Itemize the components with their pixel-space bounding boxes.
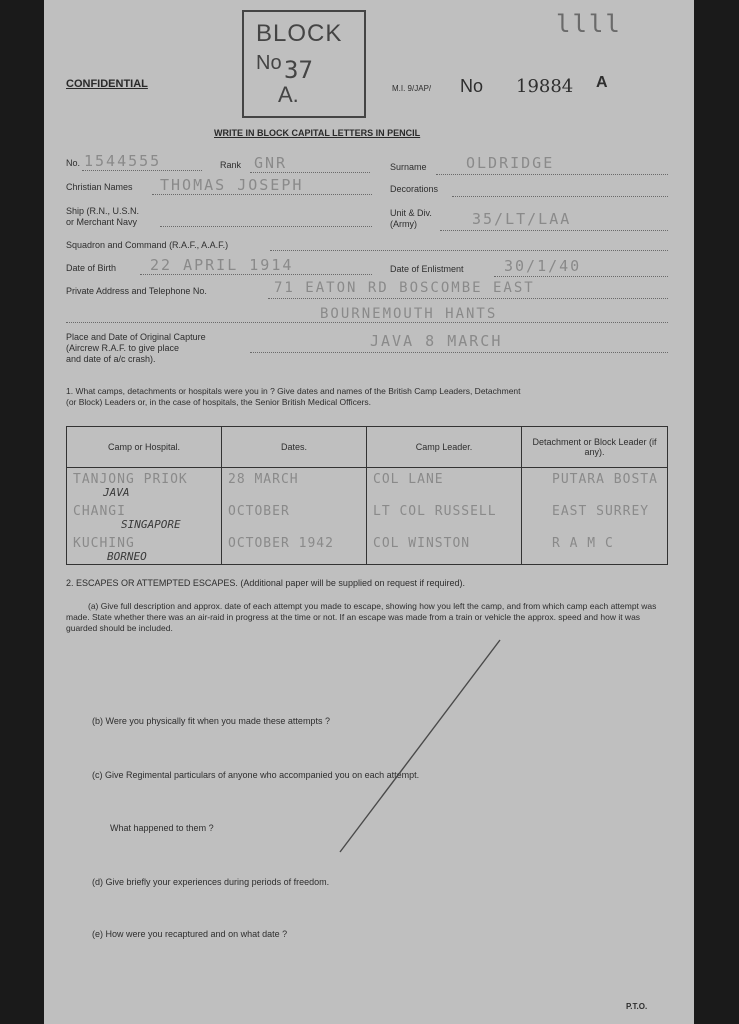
rank-label: Rank [220,160,242,170]
christian-names-label: Christian Names [66,182,133,192]
serial-number: 19884 [516,76,574,97]
cell-leader: LT COL RUSSELL [373,504,497,519]
christian-names-value: THOMAS JOSEPH [160,176,304,194]
dob-label: Date of Birth [66,263,117,273]
q2-a-text: (a) Give full description and approx. date of each attempt you made to escape, showing how you left the camp, and from which camp each attempt was made. State whether there was an air-raid in progress at the time or not. If an escape was made from a train or vehicle the approx. speed and how it was guarded should be included. [66,601,657,633]
address-line-2: BOURNEMOUTH HANTS [320,306,498,322]
cell-leader: COL WINSTON [373,536,471,551]
col-header-leader: Camp Leader. [367,427,522,468]
ship-label-1: Ship (R.N., U.S.N. [66,206,140,216]
dob-value: 22 APRIL 1914 [150,256,294,274]
confidential-label: CONFIDENTIAL [66,78,148,90]
col-header-detachment: Detachment or Block Leader (if any). [522,427,668,468]
col-header-camp: Camp or Hospital. [67,427,222,468]
address-line-1: 71 EATON RD BOSCOMBE EAST [274,280,535,296]
q2-c-text: (c) Give Regimental particulars of anyone who accompanied you on each attempt. [92,770,420,780]
enlistment-label: Date of Enlistment [390,264,464,274]
cell-camp: CHANGI [73,504,126,519]
unit-label-2: (Army) [390,219,417,229]
q2-b-text: (b) Were you physically fit when you made these attempts ? [92,716,330,726]
surname-label: Surname [390,162,427,172]
squadron-label: Squadron and Command (R.A.F., A.A.F.) [66,240,229,250]
capture-label-1: Place and Date of Original Capture [66,332,206,342]
no-value: 1544555 [84,152,162,170]
cell-detachment: EAST SURREY [552,504,650,519]
q2-d-text: (d) Give briefly your experiences during periods of freedom. [92,877,330,887]
capture-label-2: (Aircrew R.A.F. to give place [66,343,180,353]
stamp-letter: A. [278,82,299,107]
serial-suffix: A [596,74,608,91]
pto-label: P.T.O. [626,1002,648,1011]
q1-text-2: (or Block) Leaders or, in the case of hospitals, the Senior British Medical Officers. [66,397,372,407]
rank-value: GNR [254,154,288,172]
cell-detachment: R A M C [552,536,614,551]
cell-camp-sub: BORNEO [107,550,147,563]
unit-value: 35/LT/LAA [472,210,572,228]
cell-camp: KUCHING [73,536,135,551]
unit-label-1: Unit & Div. [390,208,432,218]
q1-text-1: 1. What camps, detachments or hospitals were you in ? Give dates and names of the British Camp Leaders, Detachment [66,386,521,396]
capture-value: JAVA 8 MARCH [370,332,503,350]
cell-camp-sub: SINGAPORE [121,518,181,531]
no-label: No. [66,158,81,168]
cell-dates: 28 MARCH [228,472,299,487]
cell-camp: TANJONG PRIOK [73,472,188,487]
q2-e-text: (e) How were you recaptured and on what date ? [92,929,288,939]
address-label: Private Address and Telephone No. [66,286,207,296]
instruction-heading: WRITE IN BLOCK CAPITAL LETTERS IN PENCIL [214,128,421,138]
cell-detachment: PUTARA BOSTA [552,472,658,487]
corner-mark: llll [556,10,622,38]
q2-c2-text: What happened to them ? [110,823,214,833]
decorations-label: Decorations [390,184,439,194]
cell-dates: OCTOBER [228,504,290,519]
stamp-number: 37 [284,56,313,84]
cell-leader: COL LANE [373,472,444,487]
stamp-no-text: No [256,52,282,74]
capture-label-3: and date of a/c crash). [66,354,156,364]
q2-title: 2. ESCAPES OR ATTEMPTED ESCAPES. (Additional paper will be supplied on request if required). [66,578,466,588]
enlistment-value: 30/1/40 [504,257,582,275]
col-header-dates: Dates. [222,427,367,468]
cell-dates: OCTOBER 1942 [228,536,334,551]
stamp-block-text: BLOCK [256,20,343,47]
ship-label-2: or Merchant Navy [66,217,138,227]
serial-no-label: No [460,76,484,96]
surname-value: OLDRIDGE [466,154,555,172]
ref-code: M.I. 9/JAP/ [392,84,432,93]
cell-camp-sub: JAVA [103,486,130,499]
